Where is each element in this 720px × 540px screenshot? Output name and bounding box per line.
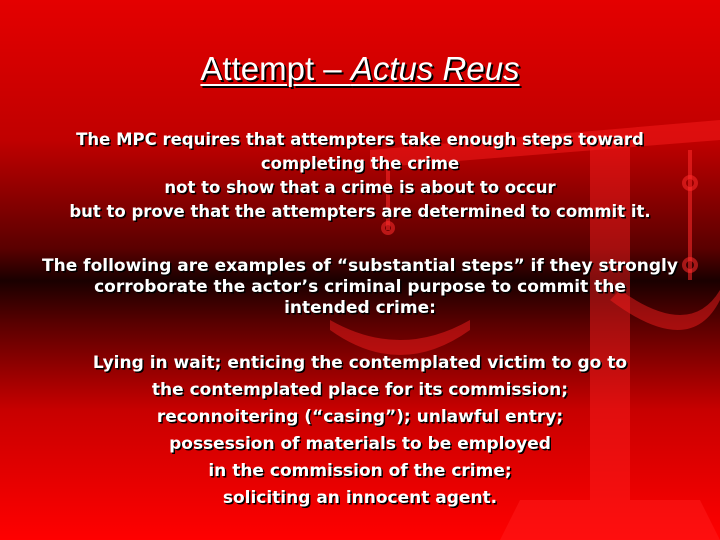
paragraph-examples-list xyxy=(20,350,700,512)
slide-title xyxy=(0,50,720,88)
text-line: the contemplated place for its commission; xyxy=(151,380,569,400)
title-plain: Attempt – xyxy=(200,50,351,87)
text-line: in the commission of the crime; xyxy=(208,461,512,481)
text-line: soliciting an innocent agent. xyxy=(222,488,498,508)
text-line: intended crime: xyxy=(284,298,436,318)
text-line: but to prove that the attempters are determined to commit it. xyxy=(69,202,651,221)
paragraph-mpc-requirement xyxy=(20,128,700,224)
text-line: The MPC requires that attempters take enough steps toward xyxy=(76,130,644,149)
paragraph-substantial-steps-intro xyxy=(20,256,700,319)
text-line: not to show that a crime is about to occur xyxy=(164,178,556,197)
title-italic: Actus Reus xyxy=(350,50,520,87)
text-line: reconnoitering (“casing”); unlawful entry; xyxy=(156,407,564,427)
text-line: completing the crime xyxy=(260,154,460,173)
text-line: The following are examples of “substantial steps” if they strongly xyxy=(42,256,678,276)
text-line: corroborate the actor’s criminal purpose to commit the xyxy=(94,277,626,297)
text-line: Lying in wait; enticing the contemplated victim to go to xyxy=(92,353,628,373)
text-line: possession of materials to be employed xyxy=(169,434,551,454)
